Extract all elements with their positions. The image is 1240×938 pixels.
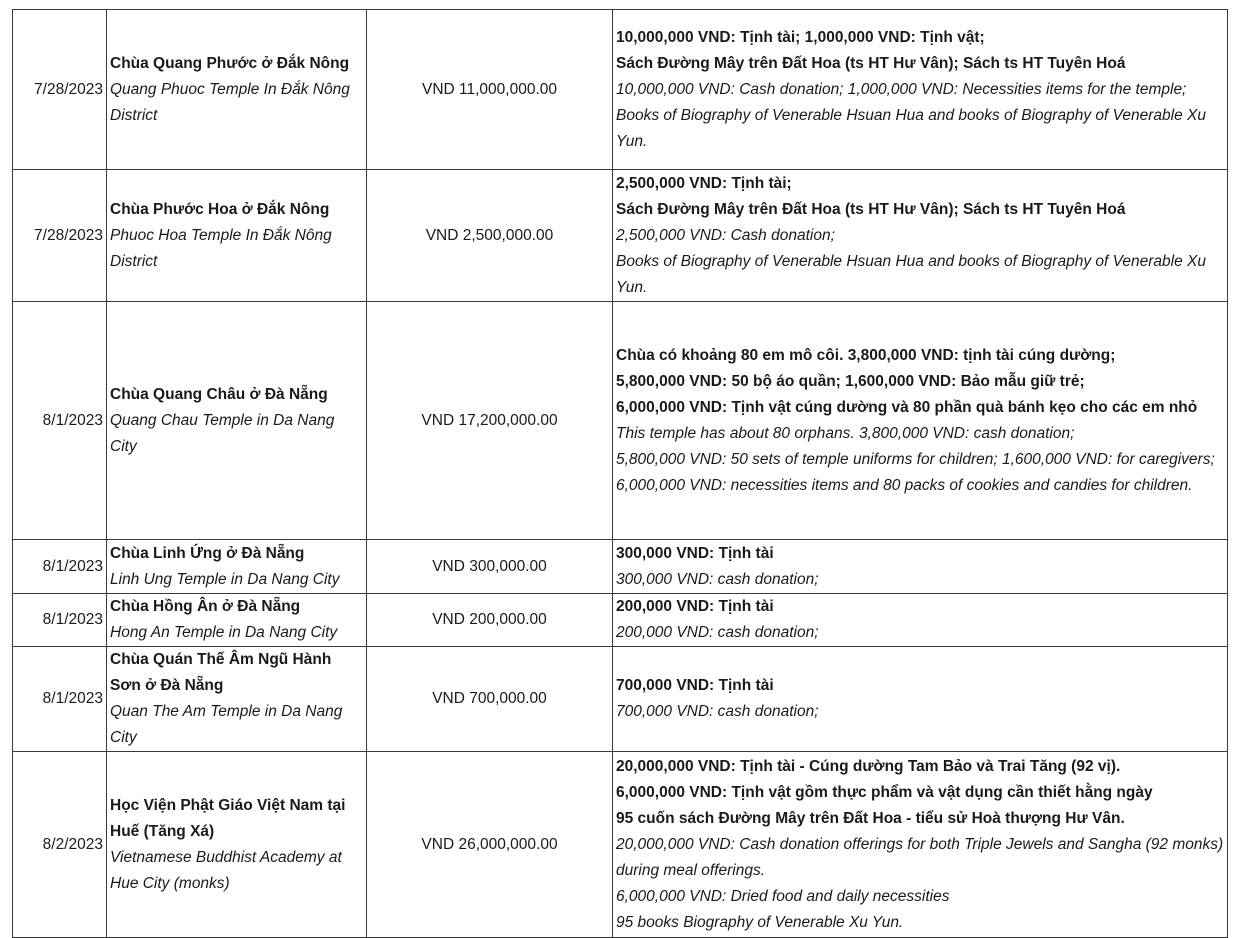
description-vi-line: 6,000,000 VND: Tịnh vật gồm thực phẩm và vật dụng cần thiết hằng ngày <box>616 783 1153 801</box>
date-cell: 7/28/2023 <box>13 10 107 170</box>
description-vi-line: 200,000 VND: Tịnh tài <box>616 598 774 615</box>
date-cell: 8/1/2023 <box>13 594 107 647</box>
recipient-cell <box>107 647 367 752</box>
recipient-cell <box>107 10 367 170</box>
description-vi-line: 6,000,000 VND: Tịnh vật cúng dường và 80 phần quà bánh kẹo cho các em nhỏ <box>616 398 1198 416</box>
table-row <box>13 594 1228 647</box>
description-en-line: 95 books Biography of Venerable Xu Yun. <box>616 913 904 931</box>
amount-cell: VND 11,000,000.00 <box>367 10 613 170</box>
amount-cell: VND 200,000.00 <box>367 594 613 647</box>
description-vi-line: 300,000 VND: Tịnh tài <box>616 544 774 562</box>
recipient-name-en: Vietnamese Buddhist Academy at Hue City (monks) <box>110 848 342 892</box>
description-vi-line: Chùa có khoảng 80 em mô côi. 3,800,000 VND: tịnh tài cúng dường; <box>616 346 1116 364</box>
date-cell: 7/28/2023 <box>13 170 107 302</box>
recipient-name-en: Quang Chau Temple in Da Nang City <box>110 411 335 455</box>
table-row <box>13 10 1228 170</box>
description-vi-line: 2,500,000 VND: Tịnh tài; <box>616 174 792 192</box>
recipient-name-vi: Chùa Linh Ứng ở Đà Nẵng <box>110 544 305 562</box>
description-en-line: Books of Biography of Venerable Hsuan Hua and books of Biography of Venerable Xu Yun. <box>616 252 1206 296</box>
amount-cell: VND 26,000,000.00 <box>367 752 613 938</box>
description-cell <box>613 302 1228 540</box>
amount-cell: VND 2,500,000.00 <box>367 170 613 302</box>
description-en-line: 200,000 VND: cash donation; <box>616 624 819 641</box>
recipient-cell <box>107 170 367 302</box>
table-row <box>13 540 1228 594</box>
description-vi-line: 700,000 VND: Tịnh tài <box>616 677 774 694</box>
description-cell <box>613 752 1228 938</box>
amount-cell: VND 17,200,000.00 <box>367 302 613 540</box>
description-en-line: 700,000 VND: cash donation; <box>616 703 819 720</box>
date-cell: 8/1/2023 <box>13 540 107 594</box>
table-row <box>13 170 1228 302</box>
description-en-line: This temple has about 80 orphans. 3,800,000 VND: cash donation; <box>616 424 1075 442</box>
recipient-name-en: Hong An Temple in Da Nang City <box>110 624 338 641</box>
recipient-name-vi: Chùa Quán Thế Âm Ngũ Hành Sơn ở Đà Nẵng <box>110 651 332 694</box>
description-en-line: 2,500,000 VND: Cash donation; <box>616 226 835 244</box>
recipient-name-vi: Chùa Phước Hoa ở Đắk Nông <box>110 200 330 218</box>
date-cell: 8/1/2023 <box>13 647 107 752</box>
table-row <box>13 647 1228 752</box>
recipient-name-vi: Chùa Quang Phước ở Đắk Nông <box>110 54 350 72</box>
amount-cell: VND 300,000.00 <box>367 540 613 594</box>
recipient-name-en: Phuoc Hoa Temple In Đắk Nông District <box>110 226 332 270</box>
description-cell <box>613 594 1228 647</box>
description-en-line: 300,000 VND: cash donation; <box>616 570 819 588</box>
recipient-name-vi: Chùa Quang Châu ở Đà Nẵng <box>110 385 328 403</box>
description-cell <box>613 540 1228 594</box>
description-en-line: 6,000,000 VND: Dried food and daily necessities <box>616 887 950 905</box>
description-vi-line: 95 cuốn sách Đường Mây trên Đất Hoa - tiểu sử Hoà thượng Hư Vân. <box>616 809 1125 827</box>
table-row <box>13 752 1228 938</box>
recipient-cell <box>107 594 367 647</box>
table-row <box>13 302 1228 540</box>
recipient-cell <box>107 752 367 938</box>
donation-table <box>12 9 1228 938</box>
description-vi-line: Sách Đường Mây trên Đất Hoa (ts HT Hư Vân); Sách ts HT Tuyên Hoá <box>616 200 1126 218</box>
recipient-cell <box>107 540 367 594</box>
description-cell <box>613 10 1228 170</box>
recipient-name-vi: Học Viện Phật Giáo Việt Nam tại Huế (Tăng Xá) <box>110 796 346 840</box>
recipient-name-en: Quang Phuoc Temple In Đắk Nông District <box>110 80 350 124</box>
date-cell: 8/2/2023 <box>13 752 107 938</box>
description-cell <box>613 170 1228 302</box>
description-en-line: Books of Biography of Venerable Hsuan Hua and books of Biography of Venerable Xu Yun. <box>616 106 1206 150</box>
amount-cell: VND 700,000.00 <box>367 647 613 752</box>
recipient-name-vi: Chùa Hồng Ân ở Đà Nẵng <box>110 598 301 615</box>
description-vi-line: 20,000,000 VND: Tịnh tài - Cúng dường Tam Bảo và Trai Tăng (92 vị). <box>616 757 1121 775</box>
description-cell <box>613 647 1228 752</box>
description-en-line: 5,800,000 VND: 50 sets of temple uniforms for children; 1,600,000 VND: for caregivers; <box>616 450 1215 468</box>
description-en-line: 6,000,000 VND: necessities items and 80 packs of cookies and candies for children. <box>616 476 1193 494</box>
description-en-line: 10,000,000 VND: Cash donation; 1,000,000 VND: Necessities items for the temple; <box>616 80 1187 98</box>
description-vi-line: 10,000,000 VND: Tịnh tài; 1,000,000 VND: Tịnh vật; <box>616 28 985 46</box>
recipient-name-en: Linh Ung Temple in Da Nang City <box>110 570 340 588</box>
date-cell: 8/1/2023 <box>13 302 107 540</box>
description-vi-line: 5,800,000 VND: 50 bộ áo quần; 1,600,000 VND: Bảo mẫu giữ trẻ; <box>616 372 1085 390</box>
donation-table-body <box>13 10 1228 938</box>
recipient-name-en: Quan The Am Temple in Da Nang City <box>110 703 343 746</box>
description-en-line: 20,000,000 VND: Cash donation offerings for both Triple Jewels and Sangha (92 monks) during meal offerings. <box>616 835 1224 879</box>
description-vi-line: Sách Đường Mây trên Đất Hoa (ts HT Hư Vân); Sách ts HT Tuyên Hoá <box>616 54 1126 72</box>
recipient-cell <box>107 302 367 540</box>
